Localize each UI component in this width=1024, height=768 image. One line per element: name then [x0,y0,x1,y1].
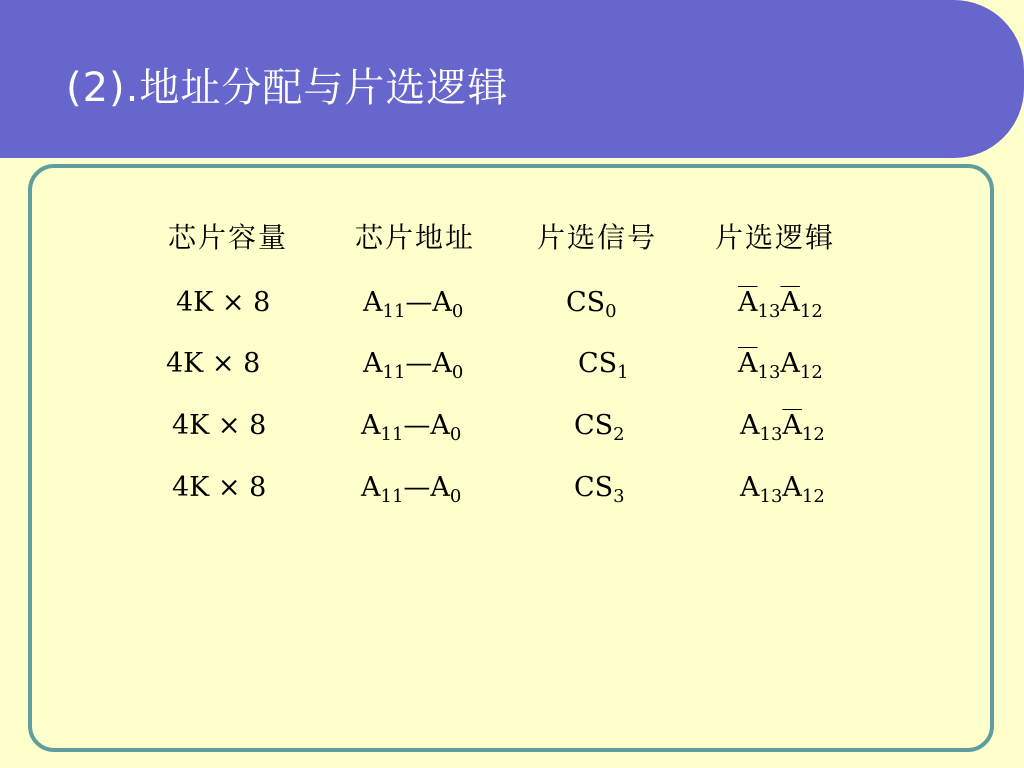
logic-term-1-sub: 13 [759,486,783,507]
header-chip-select: 片选信号 [537,221,658,254]
row-0-address [363,287,464,322]
addr-high-sub: 11 [382,301,406,322]
row-1-capacity: 4K × 8 [166,348,261,379]
row-1-cs [578,348,629,383]
cs-sub: 2 [613,424,625,445]
logic-term-2: A [782,472,802,503]
addr-low-sub: 0 [451,301,464,322]
addr-dash: — [405,287,433,318]
row-3-capacity: 4K × 8 [172,472,267,503]
logic-term-2-sub: 12 [799,301,823,322]
addr-high: A [361,410,381,441]
addr-dash: — [403,410,431,441]
addr-low-sub: 0 [451,362,464,383]
row-3-address [361,472,462,507]
logic-term-1: $\overline{A}$ [738,348,758,379]
cs-sub: 1 [617,362,629,383]
logic-term-1: A [740,410,760,441]
row-2-capacity: 4K × 8 [172,410,267,441]
row-0-capacity: 4K × 8 [176,287,271,318]
addr-low: A [432,348,452,379]
addr-high: A [363,348,383,379]
logic-term-2: A [780,348,800,379]
logic-term-1-sub: 13 [759,424,783,445]
logic-term-1: $\overline{A}$ [738,287,758,318]
logic-term-2-sub: 12 [801,486,825,507]
cs-name: CS [578,348,618,379]
logic-term-2: $\overline{A}$ [782,410,802,441]
addr-dash: — [403,472,431,503]
row-3-logic [740,472,825,507]
header-capacity: 芯片容量 [168,221,289,254]
cs-name: CS [574,472,614,503]
cs-sub: 0 [605,301,617,322]
addr-high: A [361,472,381,503]
addr-dash: — [405,348,433,379]
row-2-logic [740,410,825,445]
addr-low-sub: 0 [449,424,462,445]
addr-low: A [430,410,450,441]
cs-name: CS [566,287,606,318]
logic-term-2-sub: 12 [801,424,825,445]
addr-low: A [430,472,450,503]
row-2-address [361,410,462,445]
cs-sub: 3 [613,486,625,507]
cs-name: CS [574,410,614,441]
addr-high-sub: 11 [382,362,406,383]
row-2-cs [574,410,625,445]
logic-term-1-sub: 13 [757,301,781,322]
logic-term-1-sub: 13 [757,362,781,383]
logic-term-2: $\overline{A}$ [780,287,800,318]
addr-high: A [363,287,383,318]
row-3-cs [574,472,625,507]
logic-term-1: A [740,472,760,503]
row-1-address [363,348,464,383]
row-1-logic [738,348,823,383]
addr-low: A [432,287,452,318]
row-0-logic [738,287,823,322]
row-0-cs [566,287,617,322]
header-address: 芯片地址 [355,221,476,254]
addr-low-sub: 0 [449,486,462,507]
header-select-logic: 片选逻辑 [715,221,836,254]
addr-high-sub: 11 [380,486,404,507]
addr-high-sub: 11 [380,424,404,445]
logic-term-2-sub: 12 [799,362,823,383]
slide-title: (2).地址分配与片选逻辑 [66,65,509,111]
